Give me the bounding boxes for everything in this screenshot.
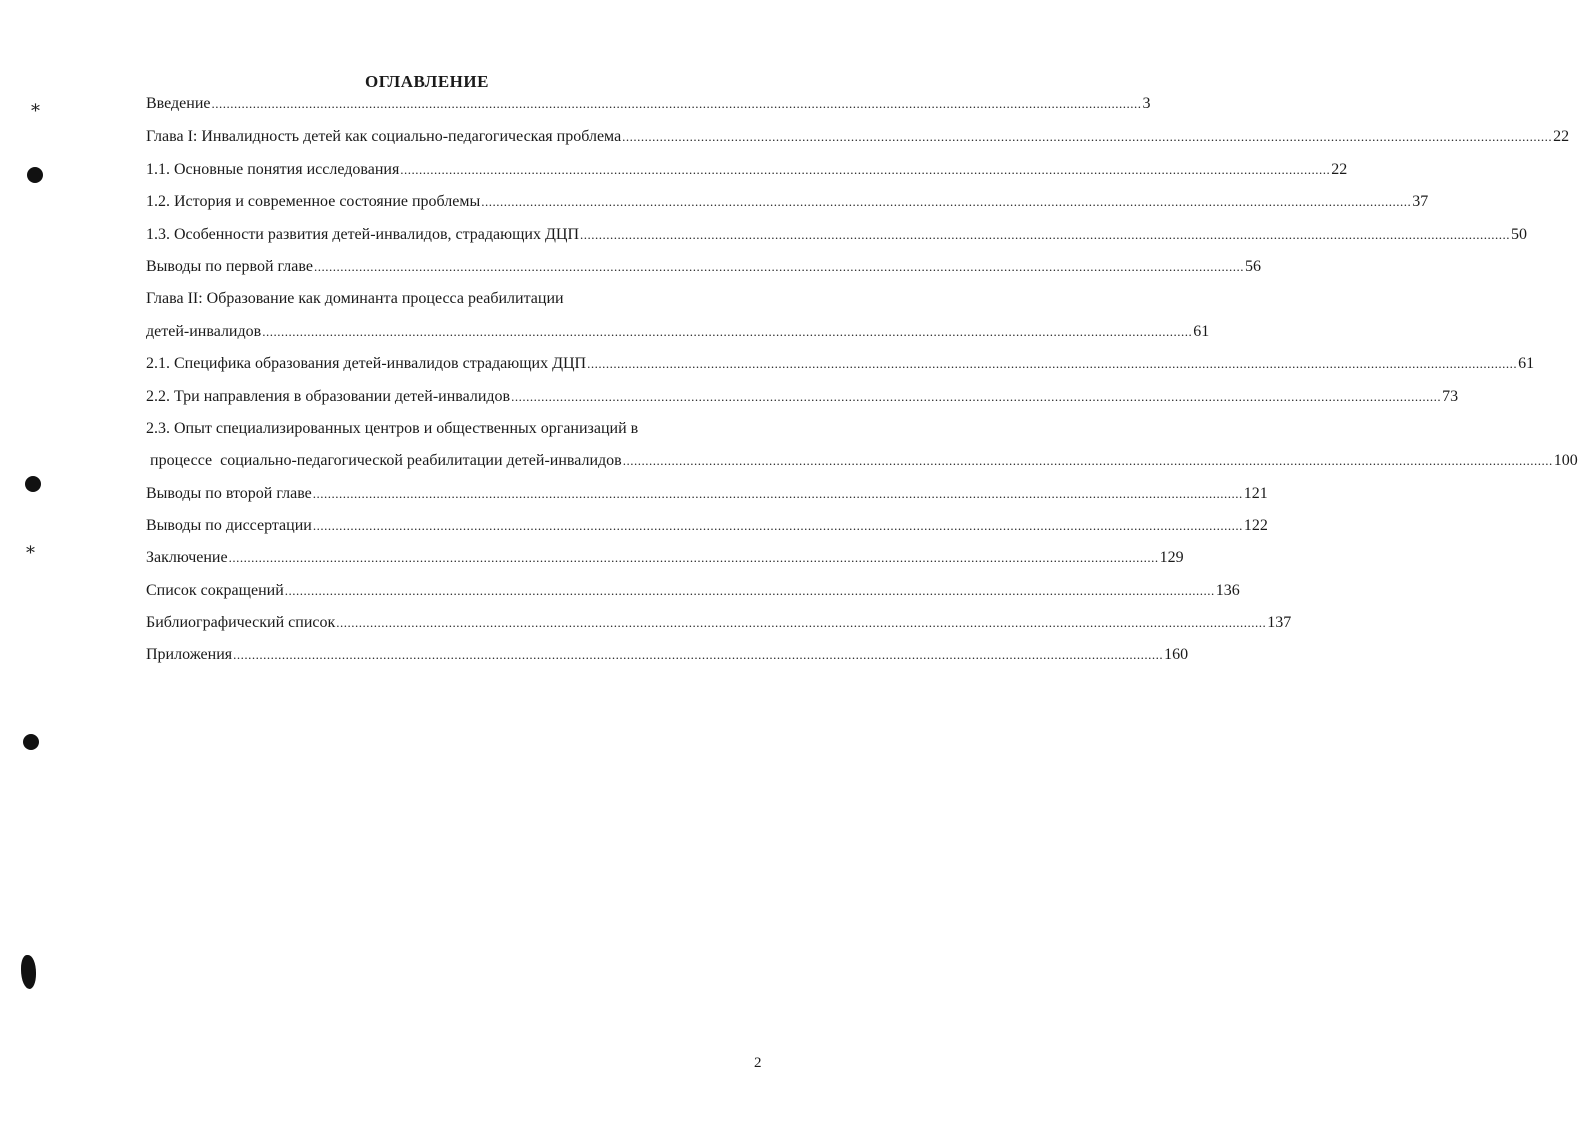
toc-entry-title: 2.3. Опыт специализированных центров и общественных организаций в xyxy=(146,420,639,437)
punch-hole xyxy=(25,476,41,492)
toc-leader-dots: ........................................................................................................................................................................................................................................................ xyxy=(312,486,1243,501)
toc-entry-title: процессе социально-педагогической реабилитации детей-инвалидов xyxy=(146,452,622,469)
page-title: ОГЛАВЛЕНИЕ xyxy=(365,72,489,91)
toc-entry-page: 122 xyxy=(1243,517,1268,534)
toc-entry-page: 73 xyxy=(1442,388,1459,405)
toc-leader-dots: ........................................................................................................................................................................................................................................................ xyxy=(622,129,1553,144)
toc-entry xyxy=(146,159,1348,181)
toc-entry-page: 136 xyxy=(1215,582,1240,599)
toc-entry-page: 121 xyxy=(1243,485,1268,502)
toc-entry-title: 2.2. Три направления в образовании детей-инвалидов xyxy=(146,388,511,405)
toc-leader-dots: ........................................................................................................................................................................................................................................................ xyxy=(284,583,1215,598)
toc-entry xyxy=(146,288,762,310)
toc-leader-dots: ........................................................................................................................................................................................................................................................ xyxy=(262,324,1193,339)
toc-leader-dots: ........................................................................................................................................................................................................................................................ xyxy=(336,615,1267,630)
toc-entry-title: 1.2. История и современное состояние проблемы xyxy=(146,193,481,210)
toc-leader-dots: ........................................................................................................................................................................................................................................................ xyxy=(587,356,1518,371)
toc-entry-page: 22 xyxy=(1331,161,1348,178)
toc-entry-title: Глава II: Образование как доминанта процесса реабилитации xyxy=(146,290,564,307)
toc-entry-title: Глава I: Инвалидность детей как социально-педагогическая проблема xyxy=(146,128,622,145)
toc-entry xyxy=(146,353,1535,375)
toc-entry xyxy=(146,515,1268,537)
toc-entry-title: Список сокращений xyxy=(146,582,284,599)
toc-leader-dots: ........................................................................................................................................................................................................................................................ xyxy=(228,550,1159,565)
toc-entry xyxy=(146,547,1184,569)
toc-entry-title: Заключение xyxy=(146,549,228,566)
toc-entry xyxy=(146,612,1292,634)
punch-hole xyxy=(27,167,43,183)
toc-entry-page: 37 xyxy=(1412,193,1429,210)
toc-entry-title: 2.1. Специфика образования детей-инвалидов страдающих ДЦП xyxy=(146,355,587,372)
toc-entry xyxy=(146,126,1570,148)
ink-blot xyxy=(21,955,36,989)
toc-entry xyxy=(146,580,1240,602)
page-number: 2 xyxy=(754,1055,762,1071)
toc-entry xyxy=(146,386,1459,408)
toc-entry-page: 100 xyxy=(1553,452,1578,469)
toc-entry-page: 61 xyxy=(1193,323,1210,340)
toc-entry-title: детей-инвалидов xyxy=(146,323,262,340)
toc-entry xyxy=(146,483,1268,505)
toc-entry xyxy=(146,256,1261,278)
toc-leader-dots: ........................................................................................................................................................................................................................................................ xyxy=(312,518,1243,533)
toc-entry xyxy=(146,224,1527,246)
toc-leader-dots: ........................................................................................................................................................................................................................................................ xyxy=(211,96,1142,111)
toc-entry-title: Выводы по второй главе xyxy=(146,485,312,502)
toc-leader-dots: ........................................................................................................................................................................................................................................................ xyxy=(511,389,1442,404)
toc-entry-title: Приложения xyxy=(146,646,233,663)
toc-entry-page: 61 xyxy=(1518,355,1535,372)
toc-entry xyxy=(146,321,1210,343)
toc-entry xyxy=(146,644,1189,666)
toc-entry xyxy=(146,418,762,440)
toc-entry-title: Введение xyxy=(146,95,211,112)
scan-speck: ⁎ xyxy=(26,537,35,557)
toc-leader-dots: ........................................................................................................................................................................................................................................................ xyxy=(580,227,1510,242)
toc-leader-dots: ........................................................................................................................................................................................................................................................ xyxy=(400,162,1331,177)
punch-hole xyxy=(23,734,39,750)
toc-entry xyxy=(146,93,1151,115)
toc-entry xyxy=(146,191,1429,213)
toc-entry-page: 160 xyxy=(1164,646,1189,663)
toc-entry xyxy=(146,450,1578,472)
toc-entry-page: 50 xyxy=(1511,226,1527,243)
toc-entry-title: 1.3. Особенности развития детей-инвалидов, страдающих ДЦП xyxy=(146,226,579,243)
scan-speck: ⁎ xyxy=(31,95,40,115)
toc-entry-page: 3 xyxy=(1142,95,1151,112)
toc-entry-title: Выводы по первой главе xyxy=(146,258,313,275)
toc-leader-dots: ........................................................................................................................................................................................................................................................ xyxy=(233,647,1164,662)
toc-entry-page: 56 xyxy=(1244,258,1261,275)
toc-entry-title: 1.1. Основные понятия исследования xyxy=(146,161,400,178)
toc-leader-dots: ........................................................................................................................................................................................................................................................ xyxy=(313,259,1244,274)
toc-entry-title: Выводы по диссертации xyxy=(146,517,312,534)
toc-entry-page: 22 xyxy=(1553,128,1570,145)
toc-leader-dots: ........................................................................................................................................................................................................................................................ xyxy=(622,453,1553,468)
toc-entry-title: Библиографический список xyxy=(146,614,336,631)
toc-entry-page: 137 xyxy=(1267,614,1292,631)
toc-entry-page: 129 xyxy=(1159,549,1184,566)
toc-leader-dots: ........................................................................................................................................................................................................................................................ xyxy=(481,194,1412,209)
